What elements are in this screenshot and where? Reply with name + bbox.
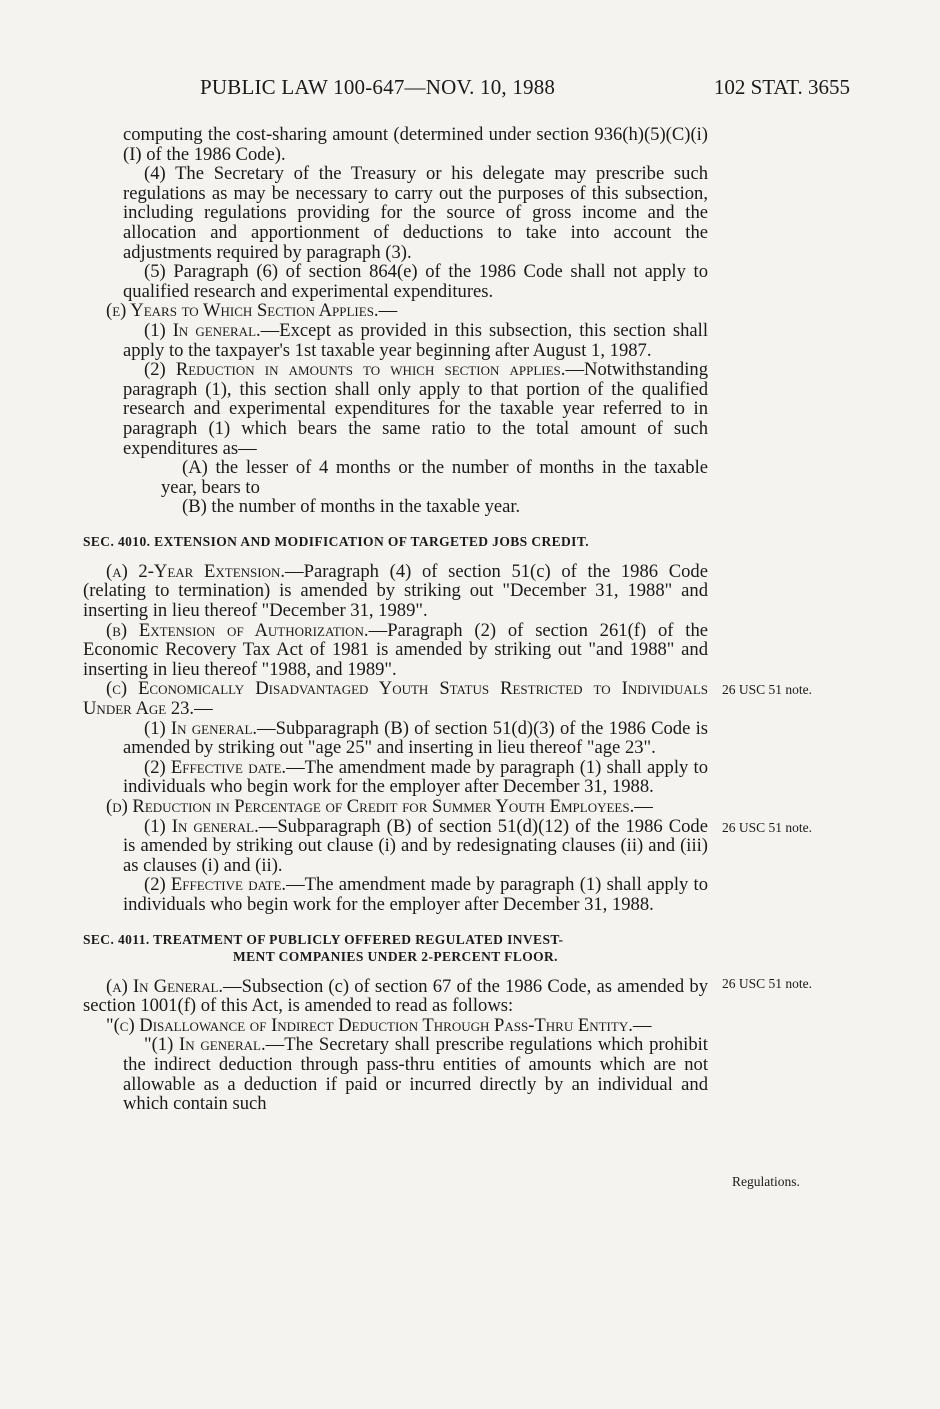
subsection-heading: (d) Reduction in Percentage of Credit for Summer Youth Employees.— <box>106 796 653 817</box>
subsection-heading: "(c) Disallowance of Indirect Deduction Through Pass-Thru Entity.— <box>106 1014 652 1036</box>
paragraph-heading: (1) In general. <box>144 319 261 341</box>
header-stat-page: 102 STAT. 3655 <box>713 75 850 99</box>
paragraph <box>83 321 708 360</box>
page-header <box>200 75 850 105</box>
paragraph-text: —The Secretary shall prescribe regulations which prohibit the indirect deduction through pass-thru entities of amounts which are not allowable as a deduction if paid or incurred directly by an individual and which contain such <box>123 1034 708 1115</box>
paragraph <box>83 719 708 758</box>
paragraph-text: —The amendment made by paragraph (1) shall apply to individuals who begin work for the employer after December 31, 1988. <box>123 874 708 915</box>
paragraph <box>83 621 708 680</box>
margin-note: 26 USC 51 note. <box>722 820 813 835</box>
paragraph <box>83 360 708 458</box>
paragraph: (5) Paragraph (6) of section 864(e) of the 1986 Code shall not apply to qualified research and experimental expenditures. <box>123 261 708 302</box>
section-heading: SEC. 4010. EXTENSION AND MODIFICATION OF TARGETED JOBS CREDIT. <box>83 533 590 549</box>
paragraph-heading: (a) 2-Year Extension. <box>106 560 286 582</box>
paragraph-text: —Subparagraph (B) of section 51(d)(3) of the 1986 Code is amended by striking out "age 25" and inserting in lieu thereof "age 23". <box>123 717 708 759</box>
paragraph <box>83 562 708 621</box>
paragraph-text: —Paragraph (4) of section 51(c) of the 1986 Code (relating to termination) is amended by striking out "December 31, 1988" and inserting in lieu thereof "December 31, 1989". <box>83 560 708 622</box>
subsection-heading: (c) Economically Disadvantaged Youth Status Restricted to Individuals Under Age 23.— <box>83 678 708 720</box>
paragraph-heading: "(1) In general. <box>144 1034 266 1056</box>
paragraph: computing the cost-sharing amount (determined under section 936(h)(5)(C)(i)(I) of the 1986 Code). <box>123 124 708 165</box>
paragraph <box>83 875 708 914</box>
section-heading-line: SEC. 4011. TREATMENT OF PUBLICLY OFFERED REGULATED INVEST- <box>83 931 564 947</box>
paragraph-heading: (2) Reduction in amounts to which section applies. <box>144 359 566 381</box>
paragraph <box>83 977 708 1016</box>
paragraph-text: —Paragraph (2) of section 261(f) of the Economic Recovery Tax Act of 1981 is amended by striking out "and 1988" and inserting in lieu thereof "1988, and 1989". <box>83 619 709 680</box>
paragraph-text: —Subparagraph (B) of section 51(d)(12) of the 1986 Code is amended by striking out clause (i) and by redesignating clauses (ii) and (iii) as clauses (i) and (ii). <box>123 815 708 876</box>
paragraph-heading: (2) Effective date. <box>144 756 287 778</box>
paragraph-heading: (2) Effective date. <box>144 874 287 896</box>
clause: (B) the number of months in the taxable year. <box>182 496 521 518</box>
paragraph-text: —Subsection (c) of section 67 of the 1986 Code, as amended by section 1001(f) of this Act, is amended to read as follows: <box>83 975 708 1017</box>
paragraph-heading: (a) In General. <box>106 975 224 997</box>
section-heading <box>83 931 708 965</box>
paragraph-text: —Notwithstanding paragraph (1), this section shall only apply to that portion of the qualified research and experimental expenditures for the taxable year referred to in paragraph (1) which bears the same ratio to the total amount of such expenditures as— <box>123 359 708 459</box>
header-title: PUBLIC LAW 100-647—NOV. 10, 1988 <box>200 75 556 99</box>
paragraph <box>83 758 708 797</box>
clause: (A) the lesser of 4 months or the number of months in the taxable year, bears to <box>161 457 708 498</box>
paragraph-text: —The amendment made by paragraph (1) shall apply to individuals who begin work for the employer after December 31, 1988. <box>123 756 708 798</box>
paragraph <box>83 1035 708 1113</box>
paragraph-heading: (1) In general. <box>144 815 259 837</box>
margin-note: Regulations. <box>732 1174 800 1189</box>
paragraph-heading: (1) In general. <box>144 717 258 739</box>
document-body <box>83 125 708 1114</box>
paragraph-heading: (b) Extension of Authorization. <box>106 619 369 641</box>
paragraph <box>83 817 708 876</box>
subsection-heading: (e) Years to Which Section Applies.— <box>106 300 398 322</box>
section-heading-line: MENT COMPANIES UNDER 2-PERCENT FLOOR. <box>233 948 558 964</box>
paragraph: (4) The Secretary of the Treasury or his delegate may prescribe such regulations as may be necessary to carry out the purposes of this subsection, including regulations providing for the source of gross income and the allocation and apportionment of deductions to take into account the adjustments required by paragraph (3). <box>123 163 708 263</box>
margin-note: 26 USC 51 note. <box>722 682 813 697</box>
paragraph-text: —Except as provided in this subsection, this section shall apply to the taxpayer's 1st taxable year beginning after August 1, 1987. <box>123 319 708 361</box>
margin-note: 26 USC 51 note. <box>722 976 813 991</box>
